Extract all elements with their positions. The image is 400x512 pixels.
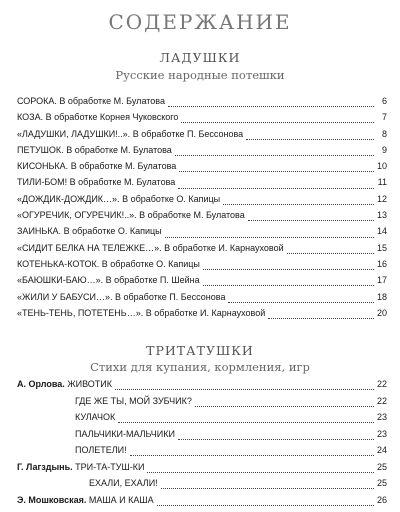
entry-title: «ЛАДУШКИ, ЛАДУШКИ!..».: [17, 128, 131, 139]
entry-title: КУЛАЧОК: [75, 412, 116, 422]
entry-note: В обработке Корнея Чуковского: [45, 112, 179, 123]
page-number: 10: [376, 161, 387, 172]
dot-leader: [115, 382, 374, 390]
toc-entry[interactable]: [17, 272, 387, 288]
entry-title: ПАЛЬЧИКИ-МАЛЬЧИКИ: [75, 428, 175, 439]
entry-author: Г. Лагздынь.: [17, 461, 73, 472]
dot-leader: [179, 164, 374, 172]
toc-entry[interactable]: [17, 256, 387, 272]
entry-title: ПЕТУШОК.: [17, 144, 64, 155]
page-number: 16: [376, 258, 387, 269]
dot-leader: [246, 132, 374, 140]
page-number: 24: [376, 445, 387, 455]
entry-title: ТИЛИ-БОМ!: [17, 177, 68, 188]
section-title-tritatushki: ТРИТАТУШКИ: [146, 343, 254, 358]
dot-leader: [203, 278, 374, 286]
toc-entry[interactable]: [17, 289, 387, 305]
entry-note: В обработке И. Карнауховой: [145, 307, 266, 318]
dot-leader: [178, 432, 374, 440]
toc-entry[interactable]: [17, 158, 387, 174]
dot-leader: [168, 99, 374, 107]
page-number: 22: [376, 395, 387, 406]
entry-note: В обработке П. Шейна: [105, 275, 200, 286]
entry-title: КОЗА.: [17, 112, 44, 123]
toc-entry[interactable]: [17, 126, 387, 142]
dot-leader: [157, 498, 374, 506]
entry-title: «ТЕНЬ-ТЕНЬ, ПОТЕТЕНЬ…».: [17, 307, 144, 318]
dot-leader: [195, 399, 374, 407]
entry-title: ЕХАЛИ, ЕХАЛИ!: [89, 478, 158, 488]
section-title-ladushki: ЛАДУШКИ: [159, 50, 241, 65]
entry-title: «ЖИЛИ У БАБУСИ…».: [17, 291, 113, 302]
entry-note: В обработке М. Булатова: [59, 96, 165, 106]
dot-leader: [161, 481, 374, 489]
page-number: 13: [376, 210, 387, 221]
toc-list-tritatushki: [17, 376, 387, 508]
page-number: 15: [376, 242, 387, 253]
page-title: СОДЕРЖАНИЕ: [108, 10, 292, 34]
page-number: 12: [376, 193, 387, 204]
entry-title: СОРОКА.: [17, 96, 57, 106]
page-number: 20: [376, 307, 387, 318]
entry-note: В обработке М. Булатова: [69, 177, 176, 188]
toc-entry[interactable]: [17, 191, 387, 207]
entry-title: ЗАИНЬКА.: [17, 226, 62, 237]
page-number: 18: [376, 291, 387, 302]
entry-title: ГДЕ ЖЕ ТЫ, МОЙ ЗУБЧИК?: [75, 395, 192, 406]
section-subtitle-tritatushki: Стихи для купания, кормления, игр: [90, 360, 310, 374]
toc-entry[interactable]: [17, 207, 387, 223]
entry-note: В обработке О. Капицы: [122, 193, 221, 204]
entry-note: В обработке О. Капицы: [63, 226, 162, 237]
toc-entry[interactable]: [17, 426, 387, 443]
dot-leader: [175, 148, 374, 156]
toc-entry[interactable]: [17, 409, 387, 426]
dot-leader: [147, 465, 374, 473]
dot-leader: [118, 415, 374, 423]
entry-note: В обработке М. Булатова: [66, 144, 172, 155]
entry-title: КОТЕНЬКА-КОТОК.: [17, 258, 100, 269]
entry-title: КИСОНЬКА.: [17, 161, 69, 172]
dot-leader: [268, 311, 374, 319]
toc-entry[interactable]: [17, 240, 387, 256]
page-number: 23: [376, 428, 387, 439]
toc-entry[interactable]: [17, 492, 387, 509]
dot-leader: [178, 181, 374, 189]
entry-note: В обработке М. Булатова: [139, 210, 245, 221]
toc-entry[interactable]: [17, 459, 387, 476]
entry-title: «ДОЖДИК-ДОЖДИК…».: [17, 193, 120, 204]
page-number: 25: [376, 478, 387, 488]
entry-title: ПОЛЕТЕЛИ!: [75, 445, 127, 455]
toc-entry[interactable]: [17, 174, 387, 190]
page-number: 14: [376, 226, 387, 237]
dot-leader: [228, 295, 374, 303]
toc-list-ladushki: [17, 93, 387, 321]
toc-entry[interactable]: [17, 393, 387, 410]
entry-title: «БАЮШКИ-БАЮ…».: [17, 275, 104, 286]
entry-note: В обработке И. Карнауховой: [164, 242, 284, 253]
entry-title: ТРИ-ТА-ТУШ-КИ: [75, 461, 145, 472]
page-number: 23: [376, 412, 387, 422]
page-number: 9: [381, 144, 387, 155]
page-number: 6: [381, 96, 387, 106]
entry-note: В обработке М. Булатова: [70, 161, 177, 172]
page-number: 11: [377, 177, 387, 188]
page-number: 7: [381, 112, 387, 123]
page-number: 17: [376, 275, 387, 286]
toc-entry[interactable]: [17, 305, 387, 321]
entry-note: В обработке П. Бессонова: [132, 128, 244, 139]
dot-leader: [130, 448, 374, 456]
toc-entry[interactable]: [17, 376, 387, 393]
entry-note: В обработке П. Бессонова: [115, 291, 226, 302]
dot-leader: [165, 230, 374, 238]
dot-leader: [203, 262, 374, 270]
page-number: 22: [376, 379, 387, 389]
entry-title: МАША И КАША: [88, 494, 154, 505]
dot-leader: [181, 115, 374, 123]
page-number: 26: [376, 494, 387, 505]
toc-entry[interactable]: [17, 442, 387, 459]
dot-leader: [248, 213, 374, 221]
toc-entry[interactable]: [17, 109, 387, 125]
entry-title: ЖИВОТИК: [67, 379, 113, 389]
page-number: 25: [376, 461, 387, 472]
toc-entry[interactable]: [17, 93, 387, 109]
toc-entry[interactable]: [17, 223, 387, 239]
toc-entry[interactable]: [17, 475, 387, 492]
dot-leader: [223, 197, 374, 205]
section-subtitle-ladushki: Русские народные потешки: [115, 68, 285, 82]
entry-title: «СИДИТ БЕЛКА НА ТЕЛЕЖКЕ…».: [17, 242, 162, 253]
entry-author: Э. Мошковская.: [17, 494, 87, 505]
entry-author: А. Орлова.: [17, 379, 65, 389]
page-number: 8: [381, 128, 387, 139]
entry-title: «ОГУРЕЧИК, ОГУРЕЧИК!..».: [17, 210, 137, 221]
dot-leader: [287, 246, 374, 254]
entry-note: В обработке О. Капицы: [101, 258, 200, 269]
toc-entry[interactable]: [17, 142, 387, 158]
